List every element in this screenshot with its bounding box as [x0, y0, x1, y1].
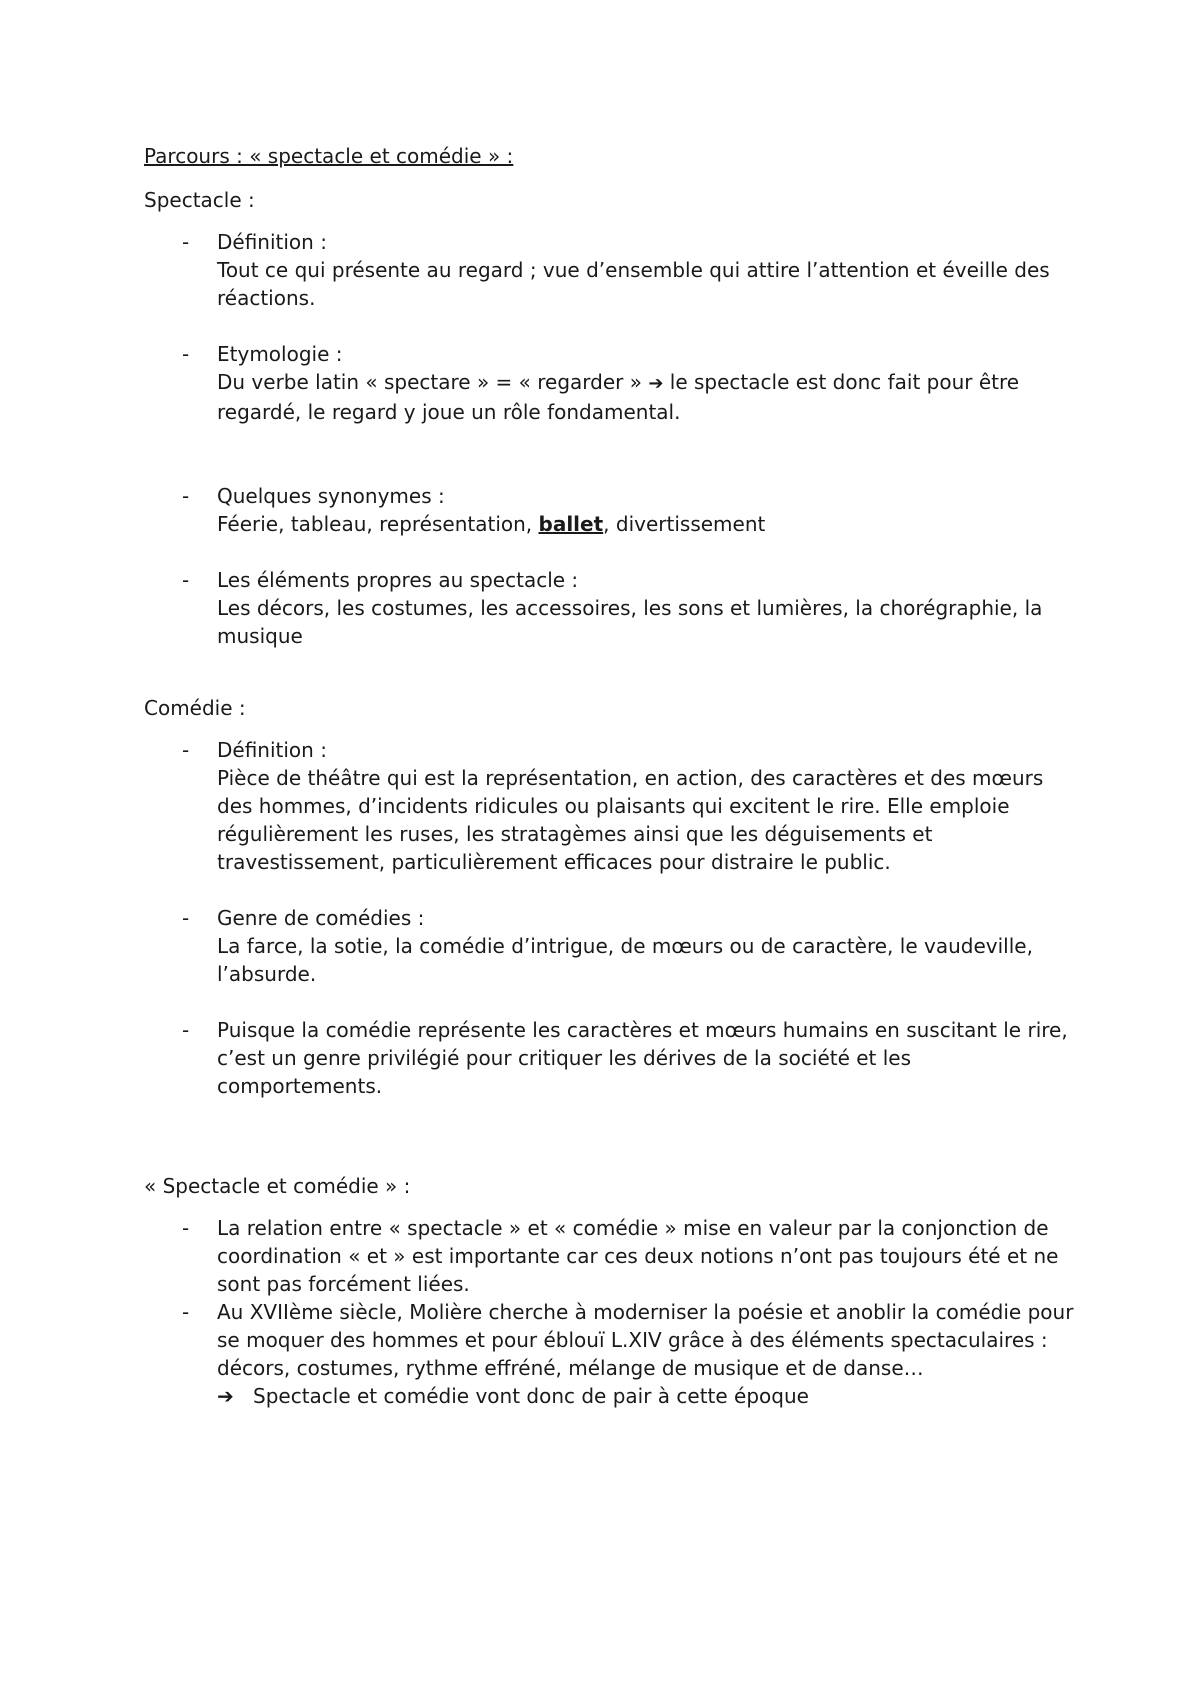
item-text [217, 368, 1074, 426]
item-label: Genre de comédies : [217, 906, 425, 930]
item-text: Les décors, les costumes, les accessoires, les sons et lumières, la chorégraphie, la musique [217, 596, 1043, 648]
spectacle-list [144, 228, 1074, 650]
item-text-after-arrow: le spectacle est donc fait pour être regardé, le regard y joue un rôle fondamental. [217, 370, 1020, 424]
item-text: Pièce de théâtre qui est la représentation, en action, des caractères et des mœurs des hommes, d’incidents ridicules ou plaisants qui excitent le rire. Elle emploie régulièrement les ruses, les stratagèmes ainsi que les déguisements et travestissement, particulièrement efficaces pour distraire le public. [217, 766, 1044, 874]
dash-bullet: - [182, 906, 190, 930]
dash-bullet: - [182, 1018, 190, 1042]
list-item [144, 228, 1074, 312]
list-item [144, 1214, 1074, 1298]
item-label: Etymologie : [217, 342, 343, 366]
list-item [144, 1016, 1074, 1100]
list-item [144, 904, 1074, 988]
spectacle-et-comedie-list [144, 1214, 1074, 1410]
dash-bullet: - [182, 484, 190, 508]
comedie-list [144, 736, 1074, 1100]
synonyms-text-after: , divertissement [603, 512, 766, 536]
conclusion-line [217, 1382, 1074, 1410]
list-item [144, 566, 1074, 650]
dash-bullet: - [182, 230, 190, 254]
item-label: Les éléments propres au spectacle : [217, 568, 579, 592]
section-heading-spectacle: Spectacle : [144, 188, 255, 212]
item-text: Puisque la comédie représente les caractères et mœurs humains en suscitant le rire, c’est un genre privilégié pour critiquer les dérives de la société et les comportements. [217, 1018, 1068, 1098]
list-item [144, 736, 1074, 876]
item-text: Au XVIIème siècle, Molière cherche à moderniser la poésie et anoblir la comédie pour se moquer des hommes et pour éblouï L.XIV grâce à des éléments spectaculaires : décors, costumes, rythme effréné, mélange de musique et de danse… [217, 1300, 1074, 1380]
item-text: La farce, la sotie, la comédie d’intrigue, de mœurs ou de caractère, le vaudeville, l’absurde. [217, 934, 1033, 986]
dash-bullet: - [182, 738, 190, 762]
dash-bullet: - [182, 1216, 190, 1240]
item-label: Quelques synonymes : [217, 484, 445, 508]
item-text: Tout ce qui présente au regard ; vue d’ensemble qui attire l’attention et éveille des réactions. [217, 258, 1050, 310]
item-text: La relation entre « spectacle » et « comédie » mise en valeur par la conjonction de coordination « et » est importante car ces deux notions n’ont pas toujours été et ne sont pas forcément liées. [217, 1216, 1059, 1296]
section-heading-comedie: Comédie : [144, 696, 246, 720]
list-item [144, 482, 1074, 538]
arrow-right-icon: ➔ [217, 1384, 234, 1408]
item-text-before-arrow: Du verbe latin « spectare » = « regarder » [217, 370, 642, 394]
list-item [144, 1298, 1074, 1410]
section-spacer [144, 650, 1074, 694]
dash-bullet: - [182, 1300, 190, 1324]
synonym-ballet-emphasis: ballet [538, 512, 604, 536]
document-page [144, 142, 1074, 1410]
item-label: Définition : [217, 230, 327, 254]
section-spacer [144, 1100, 1074, 1172]
conclusion-text: Spectacle et comédie vont donc de pair à cette époque [253, 1384, 809, 1408]
item-text [217, 510, 1074, 538]
section-heading-spectacle-et-comedie: « Spectacle et comédie » : [144, 1174, 411, 1198]
item-label: Définition : [217, 738, 327, 762]
page-title: Parcours : « spectacle et comédie » : [144, 144, 514, 168]
dash-bullet: - [182, 568, 190, 592]
list-item [144, 340, 1074, 426]
arrow-right-icon: ➔ [648, 373, 664, 394]
synonyms-text-before: Féerie, tableau, représentation, [217, 512, 539, 536]
dash-bullet: - [182, 342, 190, 366]
